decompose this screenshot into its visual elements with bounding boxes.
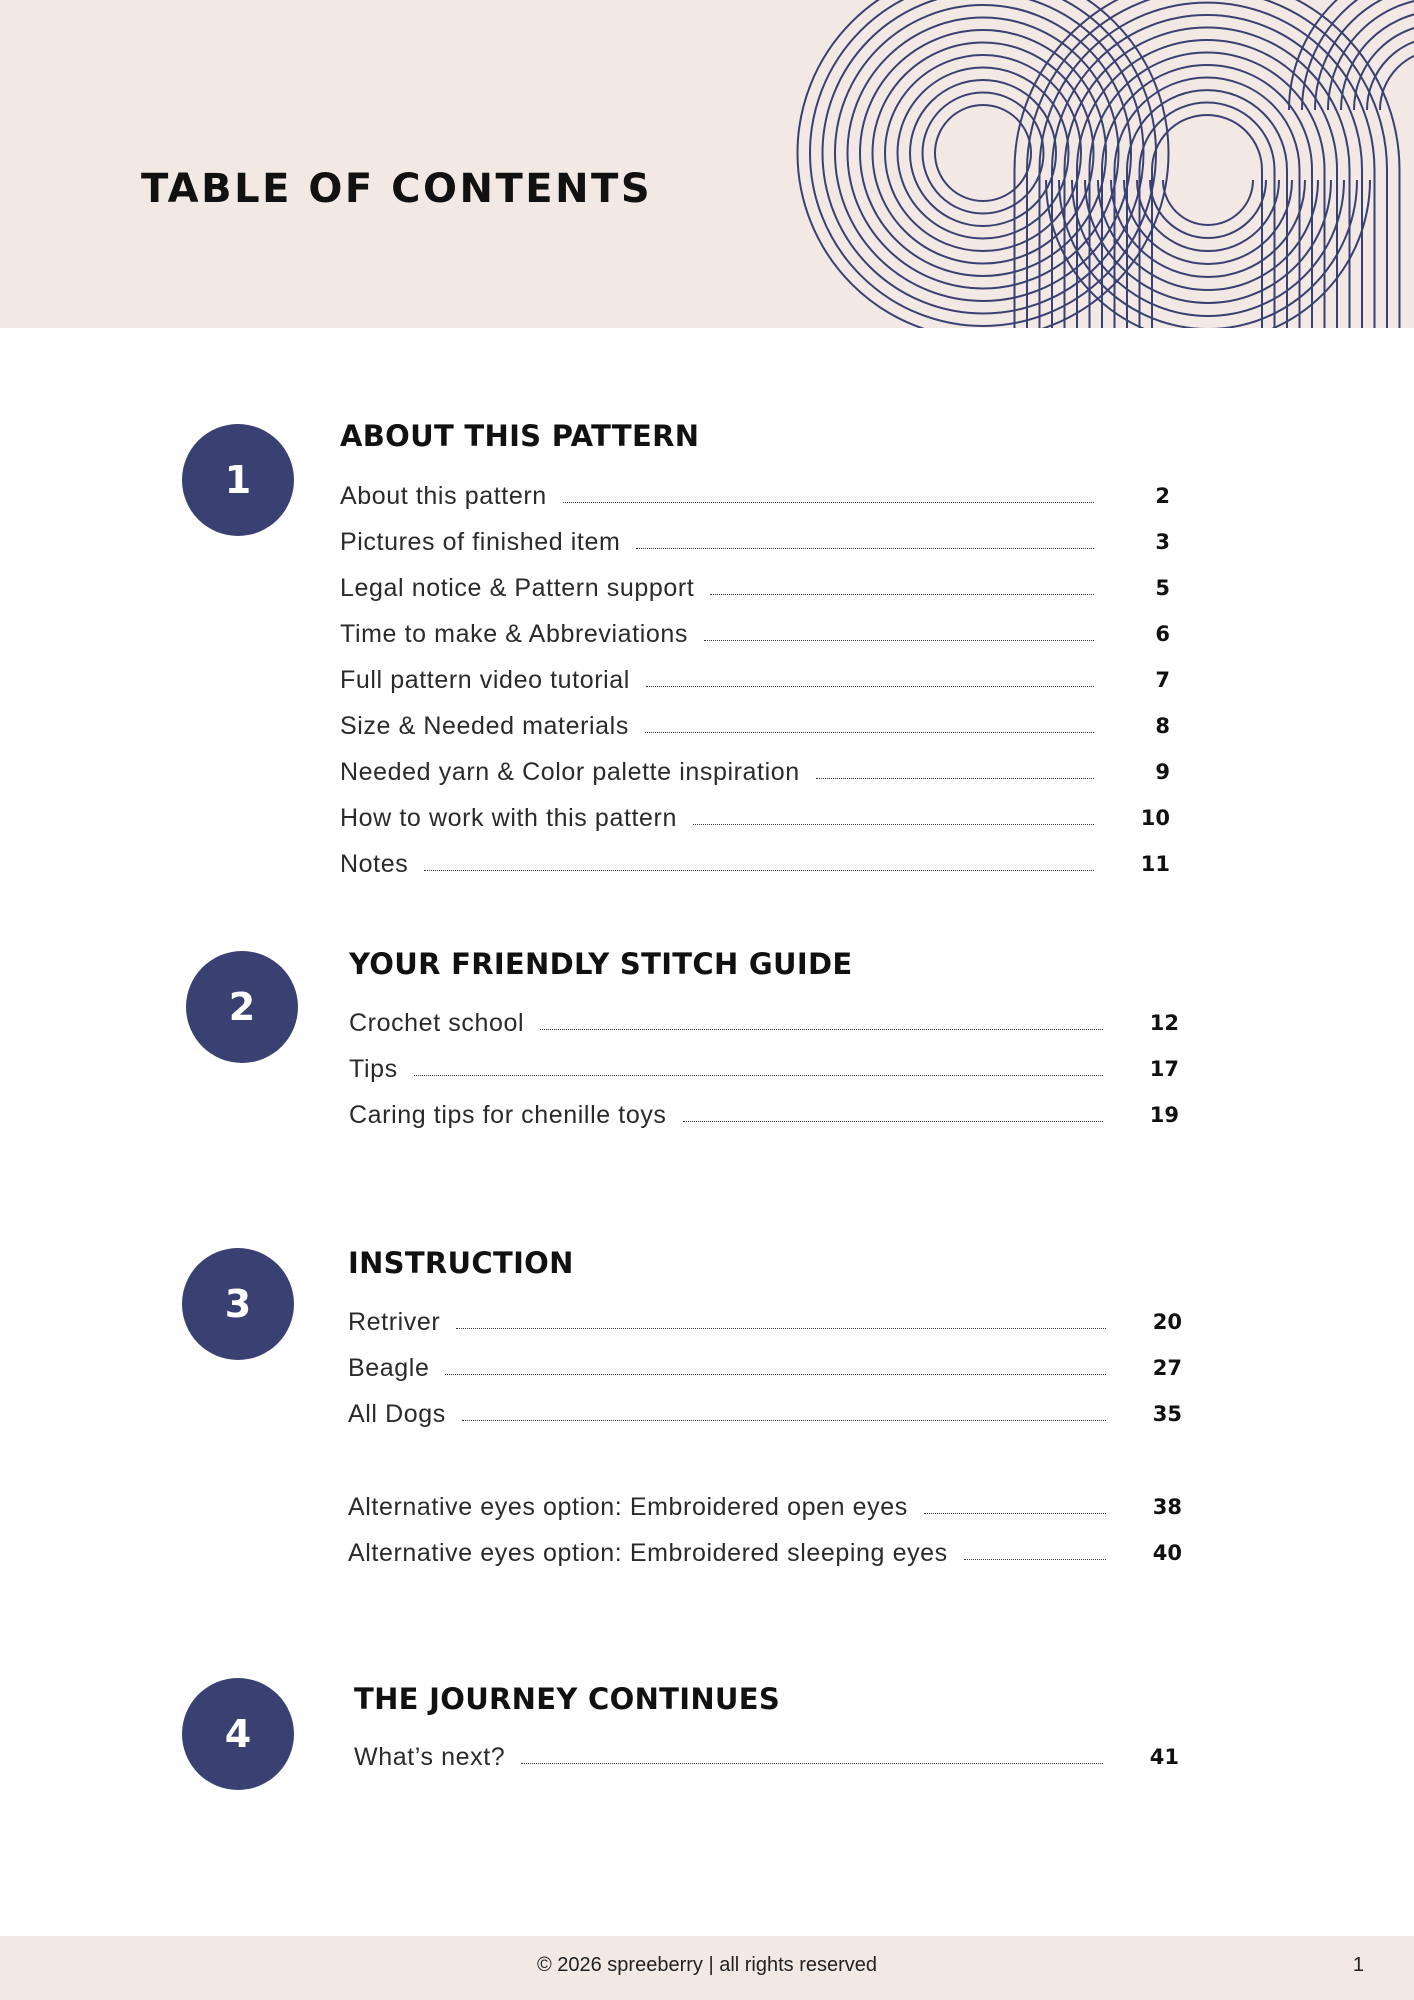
page-title: TABLE OF CONTENTS (141, 166, 653, 212)
toc-entry[interactable] (340, 522, 1170, 562)
decorative-arc (1150, 180, 1266, 238)
decorative-arc (1341, 11, 1414, 110)
toc-entry[interactable] (348, 1394, 1182, 1434)
dot-leader (964, 1559, 1106, 1560)
toc-entry-page: 5 (1155, 576, 1170, 600)
toc-entry-page: 19 (1149, 1103, 1179, 1127)
toc-entry-page: 38 (1152, 1495, 1182, 1519)
toc-entry[interactable] (348, 1533, 1182, 1573)
toc-entry-page: 10 (1140, 806, 1170, 830)
toc-entry[interactable] (354, 1737, 1179, 1777)
toc-entry-label: Caring tips for chenille toys (349, 1100, 667, 1129)
decorative-arc (1163, 180, 1253, 225)
section-number-badge: 2 (186, 951, 298, 1063)
toc-entry-label: What’s next? (354, 1742, 506, 1771)
toc-entry-label: Legal notice & Pattern support (340, 573, 695, 602)
toc-entry-label: Crochet school (349, 1008, 525, 1037)
section-title: ABOUT THIS PATTERN (340, 419, 700, 453)
toc-entry-label: Retriver (348, 1307, 441, 1336)
toc-entry-page: 11 (1140, 852, 1170, 876)
toc-entry-label: Alternative eyes option: Embroidered open eyes (348, 1492, 908, 1521)
toc-entry-label: All Dogs (348, 1399, 446, 1428)
toc-entry[interactable] (348, 1302, 1182, 1342)
decorative-arc (823, 0, 1144, 314)
toc-entry-label: Time to make & Abbreviations (340, 619, 688, 648)
decorative-arc (1354, 24, 1414, 110)
dot-leader (445, 1374, 1106, 1375)
decorative-arc (873, 43, 1094, 264)
toc-entry-page: 9 (1155, 760, 1170, 784)
toc-entry-page: 17 (1149, 1057, 1179, 1081)
toc-entry-label: Notes (340, 849, 409, 878)
toc-entry[interactable] (340, 844, 1170, 884)
toc-entry[interactable] (340, 476, 1170, 516)
toc-entry[interactable] (340, 614, 1170, 654)
dot-leader (424, 870, 1094, 871)
dot-leader (683, 1121, 1103, 1122)
toc-entry[interactable] (340, 752, 1170, 792)
toc-entry-page: 35 (1152, 1402, 1182, 1426)
section-number-badge: 3 (182, 1248, 294, 1360)
dot-leader (414, 1075, 1103, 1076)
decorative-arc (1102, 65, 1312, 328)
section-title: INSTRUCTION (348, 1246, 574, 1280)
dot-leader (710, 594, 1094, 595)
decorative-arc (923, 93, 1044, 214)
decorative-arc (798, 0, 1169, 328)
copyright-text: © 2026 spreeberry | all rights reserved (536, 1954, 878, 1976)
toc-entry-page: 2 (1155, 484, 1170, 508)
section-title: THE JOURNEY CONTINUES (354, 1682, 781, 1716)
section-number-badge: 1 (182, 424, 294, 536)
dot-leader (704, 640, 1094, 641)
decorative-arcs-graphic (0, 0, 1414, 328)
toc-entry-label: About this pattern (340, 481, 547, 510)
toc-entry-label: Beagle (348, 1353, 430, 1382)
toc-entry-label: Pictures of finished item (340, 527, 621, 556)
toc-entry-label: Needed yarn & Color palette inspiration (340, 757, 800, 786)
dot-leader (521, 1763, 1103, 1764)
toc-entry[interactable] (340, 798, 1170, 838)
toc-entry[interactable] (349, 1003, 1179, 1043)
toc-entry-page: 40 (1152, 1541, 1182, 1565)
dot-leader (540, 1029, 1103, 1030)
section-title: YOUR FRIENDLY STITCH GUIDE (349, 947, 853, 981)
dot-leader (816, 778, 1094, 779)
dot-leader (636, 548, 1094, 549)
decorative-arc (835, 5, 1131, 301)
dot-leader (693, 824, 1094, 825)
toc-entry-page: 20 (1152, 1310, 1182, 1334)
toc-entry-label: Full pattern video tutorial (340, 665, 630, 694)
page-number: 1 (1352, 1954, 1364, 1976)
toc-entry-label: Alternative eyes option: Embroidered sleeping eyes (348, 1538, 948, 1567)
dot-leader (456, 1328, 1106, 1329)
toc-entry[interactable] (340, 660, 1170, 700)
page-header (0, 0, 1414, 328)
decorative-arc (1077, 40, 1337, 328)
toc-entry[interactable] (340, 706, 1170, 746)
decorative-arc (1380, 50, 1414, 110)
toc-entry-page: 3 (1155, 530, 1170, 554)
decorative-arc (910, 80, 1056, 226)
dot-leader (646, 686, 1094, 687)
toc-entry-page: 27 (1152, 1356, 1182, 1380)
toc-entry[interactable] (348, 1348, 1182, 1388)
decorative-arc (1289, 0, 1414, 110)
toc-entry-page: 12 (1149, 1011, 1179, 1035)
toc-entry[interactable] (348, 1487, 1182, 1527)
section-number-badge: 4 (182, 1678, 294, 1790)
toc-entry-label: Size & Needed materials (340, 711, 629, 740)
dot-leader (563, 502, 1094, 503)
toc-entry[interactable] (340, 568, 1170, 608)
dot-leader (924, 1513, 1106, 1514)
toc-entry[interactable] (349, 1095, 1179, 1135)
toc-entry-label: Tips (349, 1054, 398, 1083)
decorative-arc (935, 105, 1031, 201)
page-footer (0, 1936, 1414, 2000)
toc-entry-page: 8 (1155, 714, 1170, 738)
toc-entry-page: 6 (1155, 622, 1170, 646)
dot-leader (645, 732, 1094, 733)
dot-leader (462, 1420, 1106, 1421)
toc-entry-page: 7 (1155, 668, 1170, 692)
toc-entry[interactable] (349, 1049, 1179, 1089)
toc-entry-label: How to work with this pattern (340, 803, 677, 832)
decorative-arc (1098, 180, 1318, 290)
toc-entry-page: 41 (1149, 1745, 1179, 1769)
